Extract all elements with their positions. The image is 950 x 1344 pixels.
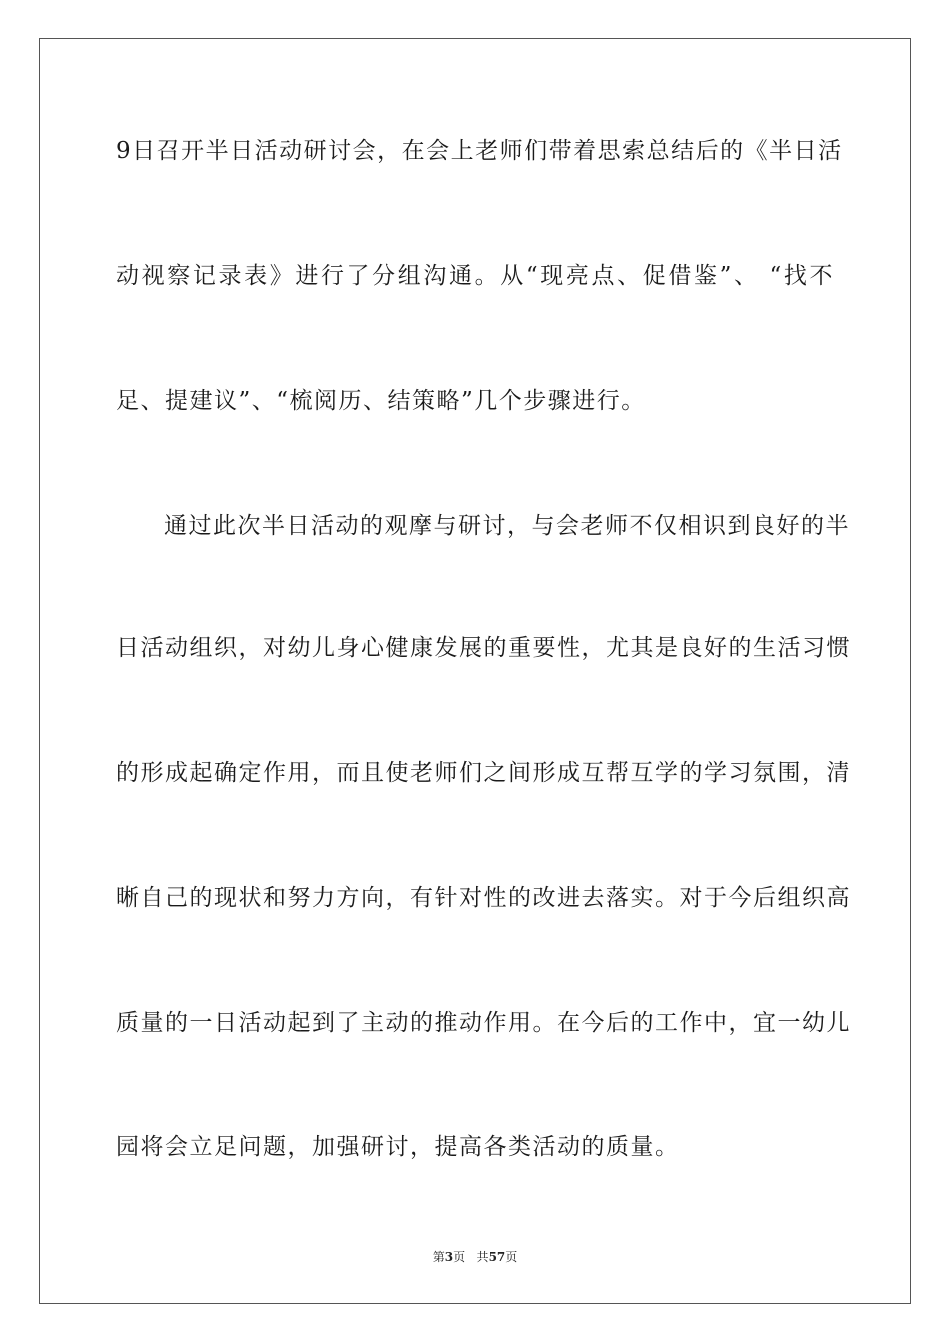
page-footer — [0, 1248, 950, 1265]
paragraph-line: 通过此次半日活动的观摩与研讨，与会老师不仅相识到良好的半 — [164, 513, 850, 539]
paragraph-line: 晰自己的现状和努力方向，有针对性的改进去落实。对于今后组织高 — [116, 885, 851, 911]
page-frame — [39, 38, 911, 1304]
paragraph-line: 质量的一日活动起到了主动的推动作用。在今后的工作中，宜一幼儿 — [116, 1010, 851, 1036]
paragraph-line: 9日召开半日活动研讨会，在会上老师们带着思索总结后的《半日活 — [116, 138, 843, 164]
page-prefix: 第 — [432, 1250, 445, 1264]
paragraph-line: 的形成起确定作用，而且使老师们之间形成互帮互学的学习氛围，清 — [116, 760, 851, 786]
paragraph-line: 足、提建议”、“梳阅历、结策略”几个步骤进行。 — [116, 388, 646, 414]
page-suffix: 页 — [453, 1250, 466, 1264]
paragraph-line: 园将会立足问题，加强研讨，提高各类活动的质量。 — [116, 1134, 680, 1160]
page-number: 3 — [444, 1250, 454, 1264]
total-suffix: 页 — [505, 1250, 518, 1264]
paragraph-line: 动视察记录表》进行了分组沟通。从“现亮点、促借鉴”、 “找不 — [116, 263, 834, 289]
total-pages: 57 — [488, 1250, 506, 1264]
paragraph-line: 日活动组织，对幼儿身心健康发展的重要性，尤其是良好的生活习惯 — [116, 635, 851, 661]
total-prefix: 共 — [476, 1250, 489, 1264]
